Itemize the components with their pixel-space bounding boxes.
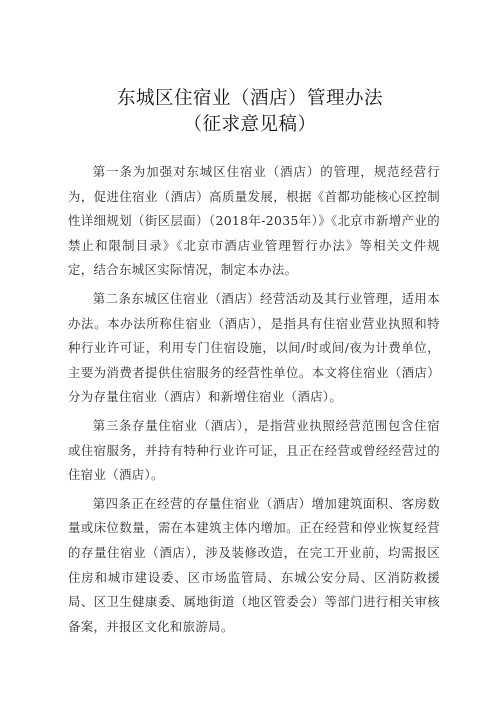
article-1-paragraph: 第一条为加强对东城区住宿业（酒店）的管理，规范经营行为，促进住宿业（酒店）高质量发展，根据《首都功能核心区控制性详细规划（街区层面）（2018年-2035年）》《北京市新增产业的禁止和限制目录》《北京市酒店业管理暂行办法》等相关文件规定，结合东城区实际情况，制定本办法。 — [68, 164, 440, 278]
article-4-paragraph: 第四条正在经营的存量住宿业（酒店）增加建筑面积、客房数量或床位数量，需在本建筑主体内增加。正在经营和停业恢复经营的存量住宿业（酒店），涉及装修改造，在完工开业前，均需报区住房和城市建设委、区市场监管局、东城公安分局、区消防救援局、区卫生健康委、属地街道（地区管委会）等部门进行相关审核备案，并报区文化和旅游局。 — [68, 495, 440, 634]
document-body — [68, 160, 440, 643]
article-3-paragraph: 第三条存量住宿业（酒店），是指营业执照经营范围包含住宿或住宿服务，并持有特种行业许可证，且正在经营或曾经经营过的住宿业（酒店）。 — [68, 417, 440, 483]
document-title — [0, 86, 500, 138]
title-main: 东城区住宿业（酒店）管理办法 — [116, 88, 383, 109]
article-2-paragraph: 第二条东城区住宿业（酒店）经营活动及其行业管理，适用本办法。本办法所称住宿业（酒店），是指具有住宿业营业执照和特种行业许可证，利用专门住宿设施，以间/时或间/夜为计费单位，主要为消费者提供住宿服务的经营性单位。本文将住宿业（酒店）分为存量住宿业（酒店）和新增住宿业（酒店）。 — [68, 290, 440, 405]
title-subtitle: （征求意见稿） — [183, 114, 317, 135]
